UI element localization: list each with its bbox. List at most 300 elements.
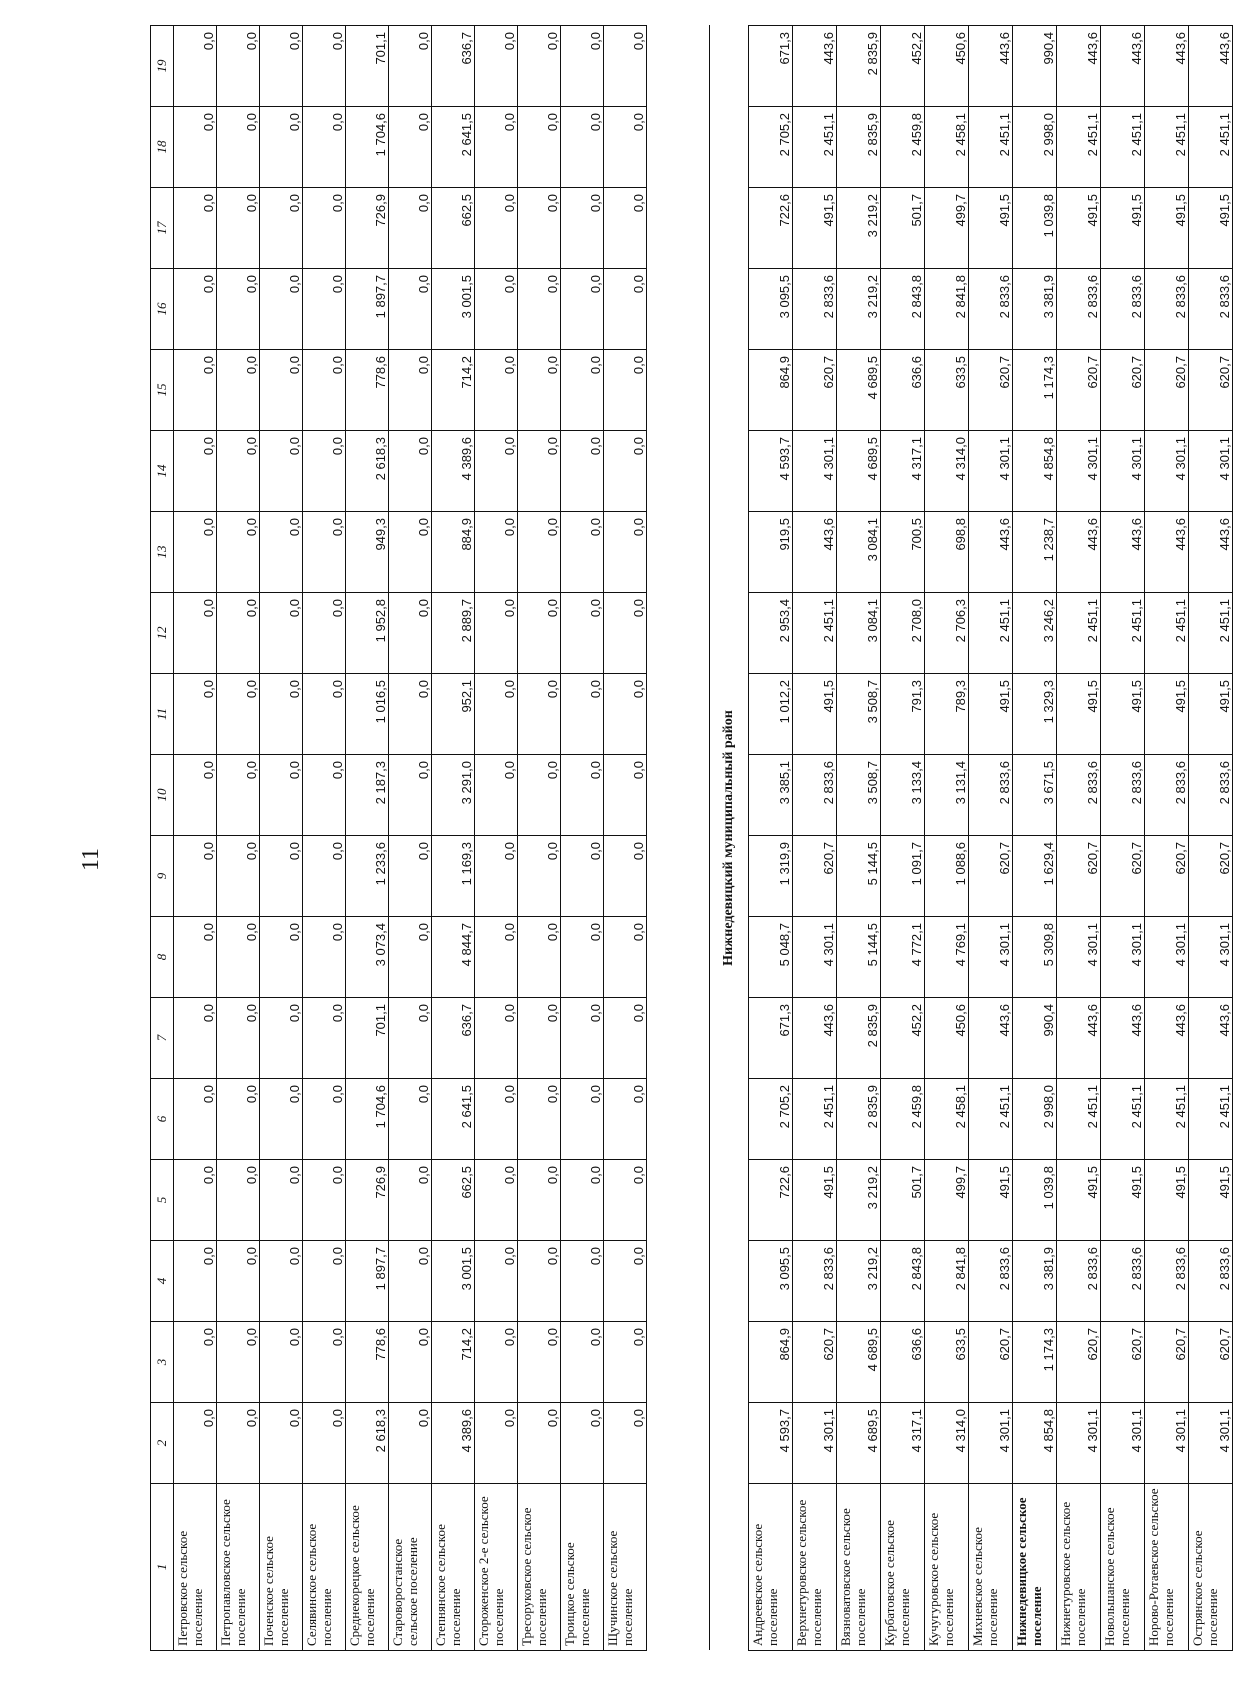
table-cell: 3 084,1 — [837, 512, 881, 593]
table-cell: 2 451,1 — [1145, 1079, 1189, 1160]
table-cell: 2 705,2 — [749, 107, 793, 188]
table-cell: 0,0 — [389, 1079, 432, 1160]
table-cell: 4 317,1 — [881, 431, 925, 512]
table-cell: 2 833,6 — [1101, 1241, 1145, 1322]
table-cell: 3 095,5 — [749, 269, 793, 350]
table-cell: 2 841,8 — [925, 269, 969, 350]
table-cell: 0,0 — [174, 512, 217, 593]
table-row — [1145, 26, 1189, 1651]
table-cell: 2 706,3 — [925, 593, 969, 674]
table-cell: 491,5 — [793, 1160, 837, 1241]
table-cell: 2 451,1 — [1057, 593, 1101, 674]
table-cell: 0,0 — [303, 107, 346, 188]
table-cell: 443,6 — [1057, 998, 1101, 1079]
table-cell: 2 835,9 — [837, 107, 881, 188]
table-cell: 620,7 — [1145, 350, 1189, 431]
table-cell: 4 301,1 — [793, 431, 837, 512]
table-cell: 0,0 — [217, 269, 260, 350]
table-cell: 864,9 — [749, 350, 793, 431]
table-cell: 2 833,6 — [793, 755, 837, 836]
table-cell: 4 301,1 — [1189, 917, 1233, 998]
table-cell: 0,0 — [389, 917, 432, 998]
table-body — [174, 26, 1233, 1651]
table-cell: 2 451,1 — [793, 107, 837, 188]
table-cell: 2 835,9 — [837, 26, 881, 107]
table-cell: 0,0 — [260, 1160, 303, 1241]
table-cell: 0,0 — [518, 1079, 561, 1160]
table-cell: 0,0 — [174, 1241, 217, 1322]
table-cell: 0,0 — [518, 674, 561, 755]
table-cell: 0,0 — [389, 350, 432, 431]
table-cell: 620,7 — [793, 350, 837, 431]
table-cell: 443,6 — [793, 998, 837, 1079]
table-cell: 2 833,6 — [1189, 269, 1233, 350]
table-cell: 0,0 — [303, 1403, 346, 1484]
table-cell: 0,0 — [217, 836, 260, 917]
table-cell: 791,3 — [881, 674, 925, 755]
settlement-name: Тресоруковское сельское поселение — [518, 1484, 561, 1651]
table-cell: 789,3 — [925, 674, 969, 755]
column-header: 10 — [151, 755, 174, 836]
table-cell: 443,6 — [1189, 998, 1233, 1079]
table-cell: 2 451,1 — [1101, 593, 1145, 674]
table-cell: 0,0 — [561, 593, 604, 674]
table-cell: 952,1 — [432, 674, 475, 755]
settlement-name: Кучугуровское сельское поселение — [925, 1484, 969, 1651]
table-cell: 450,6 — [925, 26, 969, 107]
table-cell: 491,5 — [1057, 188, 1101, 269]
table-cell: 620,7 — [793, 836, 837, 917]
table-cell: 0,0 — [217, 26, 260, 107]
table-cell: 0,0 — [518, 1241, 561, 1322]
table-cell: 3 508,7 — [837, 674, 881, 755]
table-cell: 3 001,5 — [432, 1241, 475, 1322]
table-row — [1013, 26, 1057, 1651]
table-cell: 1 012,2 — [749, 674, 793, 755]
table-cell: 0,0 — [389, 512, 432, 593]
table-cell: 0,0 — [217, 917, 260, 998]
table-cell: 0,0 — [389, 26, 432, 107]
table-cell: 0,0 — [604, 188, 647, 269]
table-cell: 0,0 — [604, 755, 647, 836]
table-cell: 0,0 — [303, 998, 346, 1079]
table-cell: 2 833,6 — [1057, 755, 1101, 836]
table-cell: 491,5 — [969, 188, 1013, 269]
column-header: 6 — [151, 1079, 174, 1160]
table-cell: 0,0 — [561, 917, 604, 998]
table-cell: 501,7 — [881, 1160, 925, 1241]
table-cell: 0,0 — [389, 431, 432, 512]
table-cell: 3 219,2 — [837, 188, 881, 269]
settlement-name: Щучинское сельское поселение — [604, 1484, 647, 1651]
table-cell: 491,5 — [1101, 1160, 1145, 1241]
table-cell: 4 301,1 — [1057, 431, 1101, 512]
table-cell: 0,0 — [389, 755, 432, 836]
table-cell: 620,7 — [1101, 350, 1145, 431]
table-cell: 452,2 — [881, 26, 925, 107]
table-cell: 0,0 — [518, 917, 561, 998]
table-cell: 4 301,1 — [1145, 431, 1189, 512]
table-row — [561, 26, 604, 1651]
table-cell: 0,0 — [604, 1160, 647, 1241]
table-cell: 491,5 — [969, 674, 1013, 755]
settlement-name: Петропавловское сельское поселение — [217, 1484, 260, 1651]
table-cell: 491,5 — [1101, 674, 1145, 755]
table-cell: 0,0 — [303, 836, 346, 917]
table-cell: 2 451,1 — [1101, 1079, 1145, 1160]
table-cell: 1 704,6 — [346, 1079, 389, 1160]
table-cell: 0,0 — [303, 188, 346, 269]
table-cell: 2 833,6 — [1189, 1241, 1233, 1322]
table-cell: 1 088,6 — [925, 836, 969, 917]
table-cell: 949,3 — [346, 512, 389, 593]
table-cell: 620,7 — [969, 836, 1013, 917]
table-cell: 491,5 — [969, 1160, 1013, 1241]
table-row — [389, 26, 432, 1651]
table-cell: 4 844,7 — [432, 917, 475, 998]
table-cell: 698,8 — [925, 512, 969, 593]
table-cell: 0,0 — [217, 1403, 260, 1484]
table-cell: 0,0 — [475, 431, 518, 512]
table-cell: 4 301,1 — [1189, 431, 1233, 512]
table-cell: 0,0 — [217, 1241, 260, 1322]
table-cell: 0,0 — [475, 836, 518, 917]
table-cell: 778,6 — [346, 350, 389, 431]
table-cell: 662,5 — [432, 1160, 475, 1241]
table-cell: 4 389,6 — [432, 1403, 475, 1484]
table-cell: 0,0 — [389, 836, 432, 917]
table-cell: 0,0 — [518, 1403, 561, 1484]
table-cell: 0,0 — [604, 836, 647, 917]
table-cell: 0,0 — [389, 107, 432, 188]
table-cell: 4 301,1 — [1057, 1403, 1101, 1484]
table-row — [749, 26, 793, 1651]
table-cell: 491,5 — [793, 188, 837, 269]
table-cell: 2 998,0 — [1013, 107, 1057, 188]
table-cell: 0,0 — [604, 674, 647, 755]
table-cell: 4 301,1 — [1101, 431, 1145, 512]
table-cell: 0,0 — [217, 1322, 260, 1403]
table-cell: 0,0 — [174, 431, 217, 512]
table-cell: 4 301,1 — [1145, 1403, 1189, 1484]
table-row — [260, 26, 303, 1651]
table-cell: 722,6 — [749, 1160, 793, 1241]
table-cell: 2 833,6 — [793, 269, 837, 350]
table-cell: 0,0 — [217, 1079, 260, 1160]
table-cell: 0,0 — [604, 1322, 647, 1403]
table-cell: 3 095,5 — [749, 1241, 793, 1322]
table-cell: 1 233,6 — [346, 836, 389, 917]
table-cell: 4 689,5 — [837, 1322, 881, 1403]
table-cell: 0,0 — [604, 26, 647, 107]
table-cell: 3 073,4 — [346, 917, 389, 998]
settlement-name: Острянское сельское поселение — [1189, 1484, 1233, 1651]
section-heading-row — [710, 26, 749, 1651]
table-cell: 4 314,0 — [925, 431, 969, 512]
table-cell: 0,0 — [604, 269, 647, 350]
table-cell: 1 897,7 — [346, 269, 389, 350]
table-cell: 0,0 — [260, 1079, 303, 1160]
table-cell: 5 309,8 — [1013, 917, 1057, 998]
table-cell: 0,0 — [217, 755, 260, 836]
table-cell: 0,0 — [475, 674, 518, 755]
table-cell: 0,0 — [303, 593, 346, 674]
table-cell: 0,0 — [561, 1322, 604, 1403]
table-cell: 0,0 — [303, 674, 346, 755]
table-cell: 0,0 — [260, 431, 303, 512]
column-header: 7 — [151, 998, 174, 1079]
spacer-row — [647, 26, 710, 1651]
table-cell: 2 835,9 — [837, 1079, 881, 1160]
table-cell: 2 451,1 — [969, 593, 1013, 674]
column-header: 8 — [151, 917, 174, 998]
table-cell: 620,7 — [1145, 836, 1189, 917]
table-cell: 2 833,6 — [793, 1241, 837, 1322]
table-cell: 864,9 — [749, 1322, 793, 1403]
table-cell: 2 835,9 — [837, 998, 881, 1079]
table-cell: 0,0 — [260, 1241, 303, 1322]
table-cell: 0,0 — [518, 188, 561, 269]
table-cell: 662,5 — [432, 188, 475, 269]
column-header: 17 — [151, 188, 174, 269]
table-cell: 1 329,3 — [1013, 674, 1057, 755]
table-cell: 2 705,2 — [749, 1079, 793, 1160]
table-cell: 0,0 — [475, 1241, 518, 1322]
table-cell: 4 769,1 — [925, 917, 969, 998]
table-cell: 4 301,1 — [793, 917, 837, 998]
settlement-name: Норово-Ротаевское сельское поселение — [1145, 1484, 1189, 1651]
table-cell: 1 319,9 — [749, 836, 793, 917]
table-cell: 0,0 — [561, 1403, 604, 1484]
settlement-name: Верхнетуровское сельское поселение — [793, 1484, 837, 1651]
table-cell: 452,2 — [881, 998, 925, 1079]
table-cell: 1 629,4 — [1013, 836, 1057, 917]
table-cell: 0,0 — [389, 188, 432, 269]
table-cell: 4 593,7 — [749, 1403, 793, 1484]
table-cell: 0,0 — [475, 755, 518, 836]
table-cell: 0,0 — [303, 512, 346, 593]
table-cell: 0,0 — [518, 593, 561, 674]
rotated-table-container — [150, 26, 1232, 1651]
table-cell: 2 451,1 — [1057, 107, 1101, 188]
table-cell: 3 084,1 — [837, 593, 881, 674]
table-cell: 443,6 — [793, 26, 837, 107]
table-row — [925, 26, 969, 1651]
table-cell: 0,0 — [561, 269, 604, 350]
table-cell: 701,1 — [346, 998, 389, 1079]
table-cell: 0,0 — [604, 917, 647, 998]
table-cell: 0,0 — [174, 593, 217, 674]
column-header: 2 — [151, 1403, 174, 1484]
table-cell: 2 841,8 — [925, 1241, 969, 1322]
table-cell: 450,6 — [925, 998, 969, 1079]
data-table — [150, 25, 1233, 1651]
table-cell: 2 843,8 — [881, 269, 925, 350]
table-cell: 4 389,6 — [432, 431, 475, 512]
table-cell: 0,0 — [475, 593, 518, 674]
table-cell: 2 458,1 — [925, 107, 969, 188]
table-row — [346, 26, 389, 1651]
table-cell: 443,6 — [1189, 26, 1233, 107]
settlement-name: Новольшанское сельское поселение — [1101, 1484, 1145, 1651]
table-cell: 0,0 — [174, 350, 217, 431]
table-cell: 0,0 — [561, 431, 604, 512]
table-cell: 0,0 — [561, 512, 604, 593]
table-cell: 2 833,6 — [969, 1241, 1013, 1322]
table-cell: 0,0 — [475, 1403, 518, 1484]
table-cell: 0,0 — [475, 917, 518, 998]
table-cell: 2 451,1 — [1145, 593, 1189, 674]
table-cell: 778,6 — [346, 1322, 389, 1403]
table-cell: 0,0 — [260, 836, 303, 917]
table-cell: 3 381,9 — [1013, 269, 1057, 350]
table-cell: 0,0 — [260, 107, 303, 188]
table-cell: 620,7 — [1189, 350, 1233, 431]
column-header: 18 — [151, 107, 174, 188]
table-cell: 0,0 — [260, 269, 303, 350]
table-cell: 443,6 — [969, 512, 1013, 593]
table-cell: 491,5 — [1189, 1160, 1233, 1241]
table-cell: 0,0 — [518, 512, 561, 593]
table-cell: 0,0 — [561, 350, 604, 431]
settlement-name: Петровское сельское поселение — [174, 1484, 217, 1651]
table-cell: 1 091,7 — [881, 836, 925, 917]
table-cell: 0,0 — [303, 1160, 346, 1241]
table-cell: 0,0 — [174, 188, 217, 269]
table-cell: 2 458,1 — [925, 1079, 969, 1160]
table-row — [969, 26, 1013, 1651]
table-cell: 636,6 — [881, 350, 925, 431]
table-cell: 0,0 — [518, 755, 561, 836]
table-cell: 0,0 — [303, 917, 346, 998]
table-cell: 0,0 — [389, 593, 432, 674]
table-cell: 620,7 — [969, 350, 1013, 431]
table-cell: 0,0 — [475, 269, 518, 350]
spacer-cell — [647, 26, 710, 1651]
table-cell: 0,0 — [475, 1160, 518, 1241]
table-cell: 2 618,3 — [346, 1403, 389, 1484]
table-cell: 0,0 — [518, 1322, 561, 1403]
table-cell: 1 952,8 — [346, 593, 389, 674]
table-cell: 2 459,8 — [881, 107, 925, 188]
table-cell: 3 246,2 — [1013, 593, 1057, 674]
table-cell: 0,0 — [217, 674, 260, 755]
table-cell: 0,0 — [174, 674, 217, 755]
table-cell: 0,0 — [174, 1403, 217, 1484]
table-cell: 443,6 — [1101, 26, 1145, 107]
table-row — [1101, 26, 1145, 1651]
table-cell: 2 833,6 — [1145, 269, 1189, 350]
table-cell: 0,0 — [604, 107, 647, 188]
table-cell: 443,6 — [1145, 26, 1189, 107]
settlement-name: Андреевское сельское поселение — [749, 1484, 793, 1651]
column-header: 9 — [151, 836, 174, 917]
table-cell: 491,5 — [1189, 674, 1233, 755]
table-cell: 0,0 — [303, 269, 346, 350]
table-cell: 491,5 — [1145, 188, 1189, 269]
table-row — [217, 26, 260, 1651]
table-cell: 0,0 — [217, 998, 260, 1079]
table-cell: 620,7 — [1101, 1322, 1145, 1403]
table-cell: 0,0 — [303, 350, 346, 431]
table-cell: 499,7 — [925, 188, 969, 269]
column-header: 13 — [151, 512, 174, 593]
table-cell: 0,0 — [604, 350, 647, 431]
table-cell: 0,0 — [561, 107, 604, 188]
column-header: 11 — [151, 674, 174, 755]
table-cell: 636,7 — [432, 998, 475, 1079]
table-cell: 2 451,1 — [969, 1079, 1013, 1160]
table-cell: 2 451,1 — [1189, 593, 1233, 674]
table-cell: 1 169,3 — [432, 836, 475, 917]
table-cell: 620,7 — [1057, 836, 1101, 917]
table-cell: 0,0 — [174, 998, 217, 1079]
table-cell: 1 238,7 — [1013, 512, 1057, 593]
table-cell: 2 451,1 — [1057, 1079, 1101, 1160]
table-cell: 0,0 — [561, 26, 604, 107]
table-cell: 3 219,2 — [837, 1160, 881, 1241]
table-cell: 491,5 — [1057, 1160, 1101, 1241]
table-cell: 0,0 — [518, 107, 561, 188]
table-cell: 2 451,1 — [1189, 107, 1233, 188]
table-cell: 0,0 — [475, 188, 518, 269]
table-cell: 3 001,5 — [432, 269, 475, 350]
table-cell: 671,3 — [749, 26, 793, 107]
table-cell: 0,0 — [518, 350, 561, 431]
table-cell: 990,4 — [1013, 998, 1057, 1079]
table-cell: 0,0 — [260, 188, 303, 269]
table-cell: 443,6 — [1057, 26, 1101, 107]
table-cell: 620,7 — [1145, 1322, 1189, 1403]
table-cell: 0,0 — [475, 107, 518, 188]
table-cell: 0,0 — [389, 998, 432, 1079]
table-cell: 491,5 — [793, 674, 837, 755]
table-cell: 4 301,1 — [1057, 917, 1101, 998]
table-cell: 4 689,5 — [837, 350, 881, 431]
table-cell: 0,0 — [475, 350, 518, 431]
table-cell: 0,0 — [389, 674, 432, 755]
table-cell: 0,0 — [561, 1241, 604, 1322]
table-cell: 620,7 — [969, 1322, 1013, 1403]
table-cell: 4 301,1 — [1189, 1403, 1233, 1484]
table-cell: 2 618,3 — [346, 431, 389, 512]
table-cell: 620,7 — [1057, 1322, 1101, 1403]
table-cell: 443,6 — [1101, 998, 1145, 1079]
column-header: 19 — [151, 26, 174, 107]
table-cell: 701,1 — [346, 26, 389, 107]
table-cell: 2 451,1 — [1101, 107, 1145, 188]
column-header: 16 — [151, 269, 174, 350]
table-cell: 4 301,1 — [969, 917, 1013, 998]
table-cell: 0,0 — [303, 1322, 346, 1403]
table-cell: 3 381,9 — [1013, 1241, 1057, 1322]
table-cell: 620,7 — [793, 1322, 837, 1403]
table-row — [432, 26, 475, 1651]
table-cell: 633,5 — [925, 1322, 969, 1403]
table-cell: 3 131,4 — [925, 755, 969, 836]
settlement-name: Нижнетуровское сельское поселение — [1057, 1484, 1101, 1651]
table-row — [1189, 26, 1233, 1651]
table-cell: 3 219,2 — [837, 1241, 881, 1322]
table-cell: 0,0 — [217, 431, 260, 512]
table-cell: 3 219,2 — [837, 269, 881, 350]
table-cell: 0,0 — [217, 1160, 260, 1241]
table-cell: 0,0 — [260, 593, 303, 674]
table-cell: 620,7 — [1101, 836, 1145, 917]
table-cell: 0,0 — [518, 26, 561, 107]
table-cell: 0,0 — [217, 593, 260, 674]
table-cell: 1 174,3 — [1013, 1322, 1057, 1403]
